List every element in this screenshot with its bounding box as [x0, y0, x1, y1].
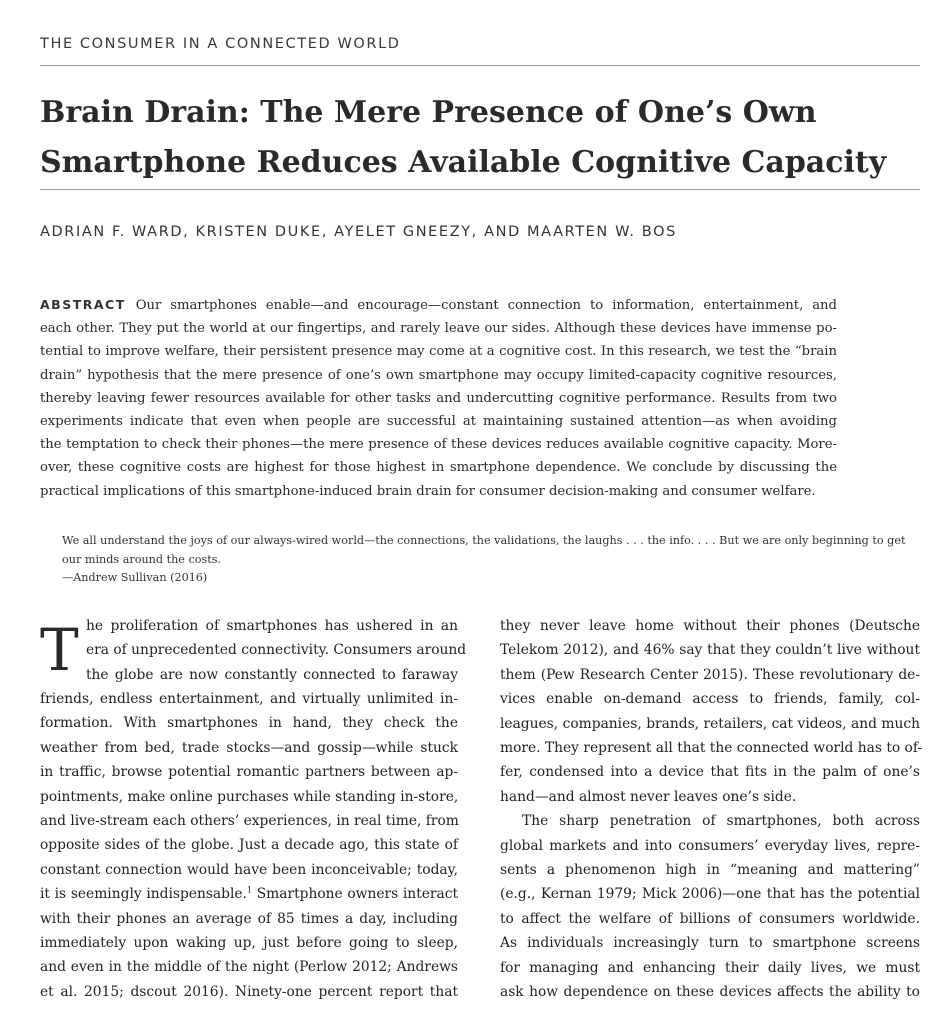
abstract-line: over, these cognitive costs are highest for those highest in smartphone dependence. We conclude by discussing the	[40, 460, 837, 476]
body-line: in traffic, browse potential romantic partners between ap-	[40, 764, 458, 781]
body-line: formation. With smartphones in hand, they check the	[40, 715, 458, 732]
body-line: era of unprecedented connectivity. Consumers around	[86, 642, 467, 659]
body-line: with their phones an average of 85 times a day, including	[40, 910, 458, 927]
epigraph	[62, 532, 906, 588]
body-line: the globe are now constantly connected to faraway	[86, 666, 458, 683]
epigraph-attribution: —Andrew Sullivan (2016)	[62, 571, 208, 584]
body-line: more. They represent all that the connected world has to of-	[500, 740, 923, 757]
body-line: Telekom 2012), and 46% say that they couldn’t live without	[500, 642, 920, 659]
body-line: opposite sides of the globe. Just a decade ago, this state of	[40, 837, 458, 854]
abstract-line: tential to improve welfare, their persistent presence may come at a cognitive cost. In this research, we test the “brain	[40, 344, 837, 360]
body-line: ask how dependence on these devices affects the ability to	[500, 984, 920, 1001]
body-line: friends, endless entertainment, and virtually unlimited in-	[40, 691, 458, 707]
abstract-line: ABSTRACT Our smartphones enable—and encourage—constant connection to information, entertainment, and	[40, 297, 837, 313]
body-line: global markets and into consumers’ everyday lives, repre-	[500, 837, 920, 854]
body-line: The sharp penetration of smartphones, both across	[522, 813, 920, 830]
footnote-marker[interactable]: 1	[246, 885, 253, 895]
body-line: immediately upon waking up, just before going to sleep,	[40, 935, 458, 952]
title-divider	[40, 189, 920, 190]
abstract-line: experiments indicate that even when people are successful at maintaining sustained attention—as when avoiding	[40, 414, 837, 430]
body-line: he proliferation of smartphones has ushered in an	[86, 618, 458, 634]
body-line: to affect the welfare of billions of consumers worldwide.	[500, 910, 920, 927]
running-head: THE CONSUMER IN A CONNECTED WORLD	[40, 36, 401, 52]
epigraph-quote-line: our minds around the costs.	[62, 552, 221, 566]
body-line: leagues, companies, brands, retailers, cat videos, and much	[500, 715, 920, 732]
drop-cap: T	[40, 616, 79, 684]
body-line: weather from bed, trade stocks—and gossip—while stuck	[40, 739, 458, 756]
abstract-line: drain” hypothesis that the mere presence of one’s own smartphone may occupy limited-capacity cognitive resources,	[40, 367, 837, 383]
title-line-2: Smartphone Reduces Available Cognitive Capacity	[40, 145, 887, 180]
body-line: it is seemingly indispensable.$^1$ Smartphone owners interact	[40, 885, 458, 903]
body-line: fer, condensed into a device that fits in the palm of one’s	[500, 764, 920, 781]
body-line: et al. 2015; dscout 2016). Ninety-one percent report that	[40, 983, 458, 1000]
title-line-1: Brain Drain: The Mere Presence of One’s Own	[40, 95, 817, 130]
body-line: for managing and enhancing their daily lives, we must	[500, 959, 920, 976]
body-line: (e.g., Kernan 1979; Mick 2006)—one that has the potential	[500, 886, 920, 903]
abstract-line: each other. They put the world at our fingertips, and rarely leave our sides. Although these devices have immense po-	[40, 321, 837, 337]
left-column	[40, 687, 458, 1004]
body-line: them (Pew Research Center 2015). These revolutionary de-	[500, 666, 920, 683]
body-line: and even in the middle of the night (Perlow 2012; Andrews	[40, 959, 458, 976]
body-line: pointments, make online purchases while standing in-store,	[40, 788, 459, 805]
body-line: As individuals increasingly turn to smartphone screens	[500, 935, 920, 952]
body-line: vices enable on-demand access to friends, family, col-	[500, 691, 920, 708]
body-line: hand—and almost never leaves one’s side.	[500, 788, 797, 805]
abstract	[40, 293, 920, 503]
epigraph-quote-line: We all understand the joys of our always-wired world—the connections, the validations, the laughs . . . the info. . . . But we are only beginning to get	[62, 534, 906, 547]
author-list: ADRIAN F. WARD, KRISTEN DUKE, AYELET GNEEZY, AND MAARTEN W. BOS	[40, 224, 677, 240]
abstract-line: thereby leaving fewer resources available for other tasks and undercutting cognitive performance. Results from two	[40, 390, 837, 406]
body-line: sents a phenomenon high in “meaning and mattering”	[500, 862, 920, 879]
abstract-label: ABSTRACT	[40, 297, 126, 312]
body-line: they never leave home without their phones (Deutsche	[500, 618, 920, 634]
abstract-line: the temptation to check their phones—the mere presence of these devices reduces available cognitive capacity. More-	[40, 437, 837, 453]
abstract-line: practical implications of this smartphone-induced brain drain for consumer decision-making and consumer welfare.	[40, 483, 816, 499]
right-column	[500, 614, 923, 1005]
article-title	[40, 88, 920, 188]
dropcap-lines	[86, 614, 467, 687]
body-line: and live-stream each others’ experiences, in real time, from	[40, 813, 459, 830]
body-line: constant connection would have been inconceivable; today,	[40, 861, 458, 878]
header-divider	[40, 65, 920, 66]
